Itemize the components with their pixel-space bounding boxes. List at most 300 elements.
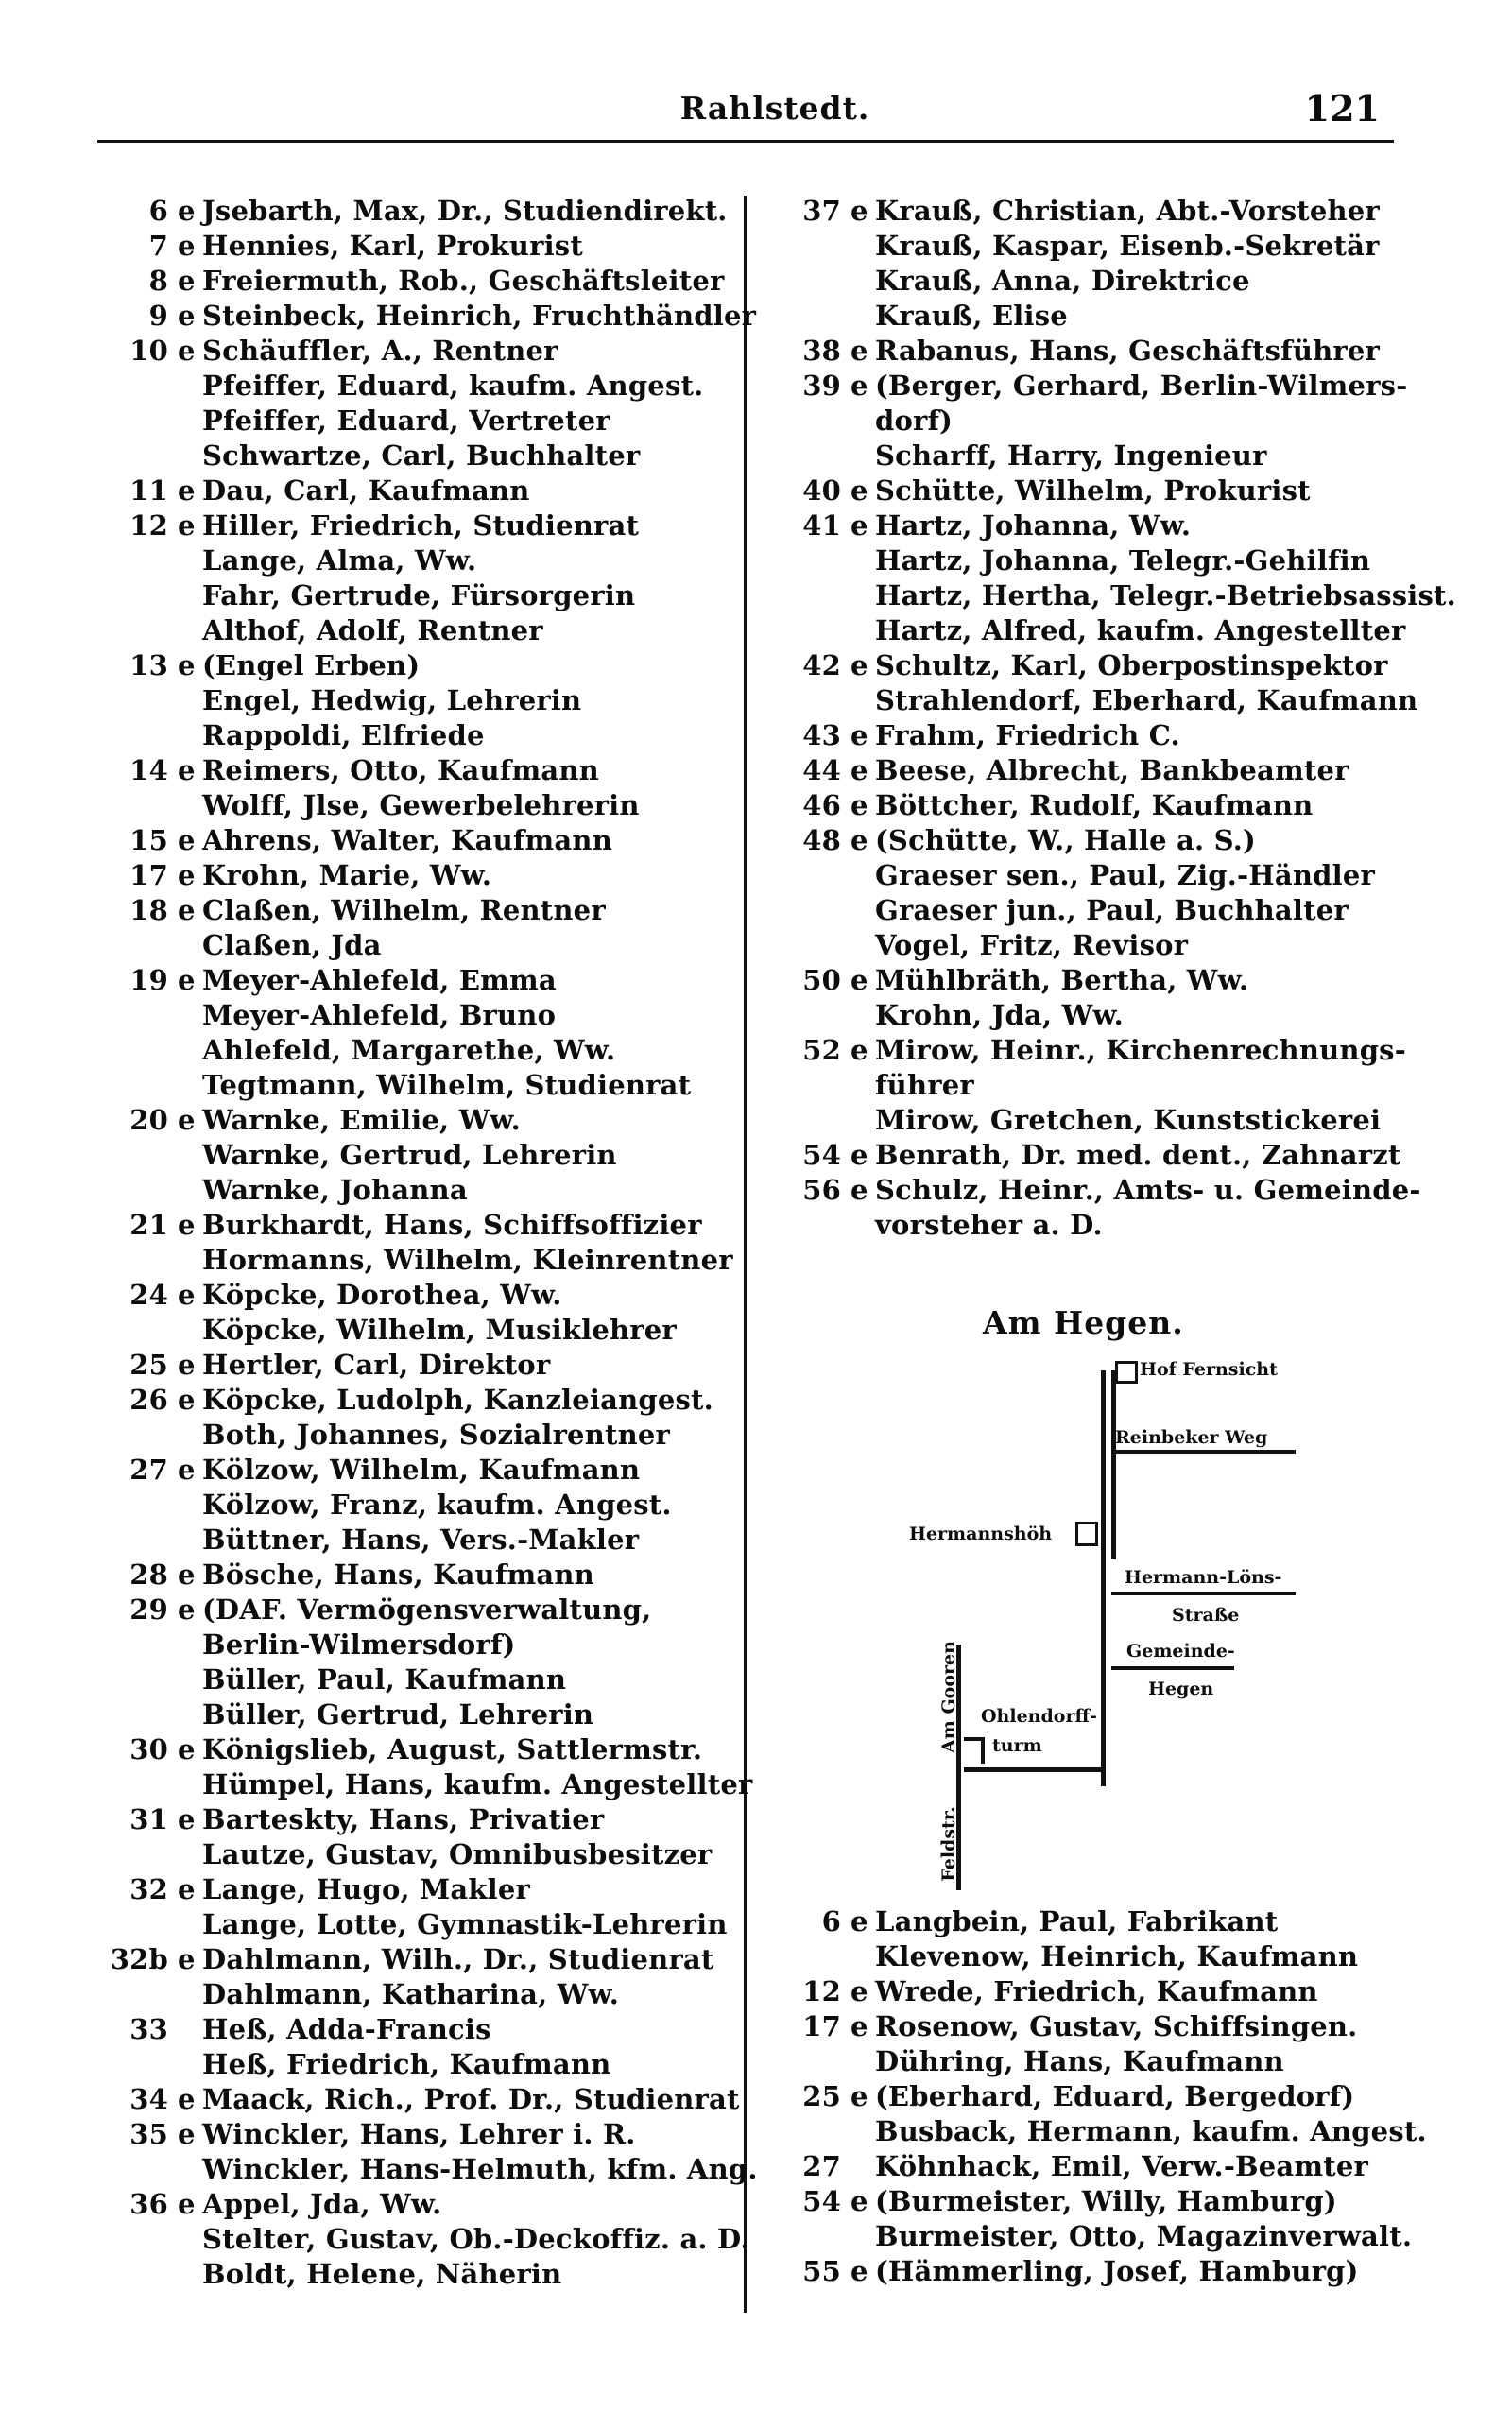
owner-flag: e: [850, 789, 868, 821]
directory-entry: [767, 1208, 1400, 1243]
directory-entry: [94, 1348, 747, 1383]
resident-text: Hartz, Johanna, Telegr.-Gehilfin: [875, 544, 1371, 577]
owner-flag: e: [178, 824, 196, 856]
directory-entry: [767, 753, 1400, 788]
directory-entry: [94, 1313, 747, 1348]
resident-text: (Hämmerling, Josef, Hamburg): [875, 2255, 1359, 2287]
resident-text: Büttner, Hans, Vers.-Makler: [202, 1524, 640, 1556]
house-number: 35: [129, 2118, 168, 2150]
resident-text: Schwartze, Carl, Buchhalter: [202, 439, 641, 472]
owner-flag: e: [178, 1733, 196, 1765]
resident-text: Büller, Gertrud, Lehrerin: [202, 1698, 594, 1731]
owner-flag: e: [850, 370, 868, 402]
resident-text: Königslieb, August, Sattlermstr.: [202, 1733, 703, 1765]
owner-flag: e: [850, 1905, 868, 1937]
directory-entry: [767, 578, 1456, 613]
resident-text: Engel, Hedwig, Lehrerin: [202, 684, 582, 716]
directory-entry: [94, 2117, 747, 2152]
owner-flag: e: [850, 964, 868, 996]
house-number: 27: [129, 1454, 168, 1486]
owner-flag: e: [178, 265, 196, 297]
directory-entry: [94, 1627, 747, 1662]
owner-flag: e: [850, 2185, 868, 2217]
house-number: 12: [129, 509, 168, 542]
house-number: 40: [802, 474, 841, 507]
header-rule: [97, 140, 1394, 143]
directory-entry: [94, 1103, 747, 1138]
resident-text: Ahlefeld, Margarethe, Ww.: [202, 1034, 616, 1066]
house-number: 6: [821, 1905, 841, 1937]
resident-text: Hartz, Johanna, Ww.: [875, 509, 1192, 542]
directory-entry: [94, 963, 747, 998]
map-label-loens-2: Straße: [1172, 1605, 1240, 1626]
resident-text: Barteskty, Hans, Privatier: [202, 1803, 605, 1835]
resident-text: Hümpel, Hans, kaufm. Angestellter: [202, 1768, 753, 1800]
resident-text: Lange, Lotte, Gymnastik-Lehrerin: [202, 1908, 728, 1940]
house-number: 27: [802, 2150, 841, 2182]
house-number: 25: [129, 1349, 168, 1381]
map-road-main-2: [1111, 1370, 1116, 1559]
directory-entry: [767, 1974, 1400, 2009]
house-number: 42: [802, 649, 841, 681]
directory-entry: [94, 1697, 747, 1732]
resident-text: Dahlmann, Wilh., Dr., Studienrat: [202, 1943, 714, 1975]
directory-entry: [94, 1138, 747, 1173]
directory-entry: [94, 1453, 747, 1488]
map-label-hof: Hof Fernsicht: [1140, 1359, 1278, 1380]
resident-text: Graeser sen., Paul, Zig.-Händler: [875, 859, 1375, 891]
owner-flag: e: [178, 964, 196, 996]
resident-text: Stelter, Gustav, Ob.-Deckoffiz. a. D.: [202, 2223, 750, 2255]
map-label-gemeinde-2: Hegen: [1148, 1679, 1214, 1699]
directory-entry: [94, 2152, 758, 2187]
directory-entry: [94, 1278, 747, 1313]
owner-flag: e: [850, 2080, 868, 2112]
owner-flag: e: [178, 1279, 196, 1311]
resident-text: Meyer-Ahlefeld, Bruno: [202, 999, 557, 1031]
directory-entry: [767, 194, 1400, 229]
owner-flag: e: [178, 2083, 196, 2115]
house-number: 17: [802, 2010, 841, 2042]
house-number: 37: [802, 195, 841, 227]
resident-text: Pfeiffer, Eduard, kaufm. Angest.: [202, 370, 704, 402]
street-map: [888, 1352, 1332, 1900]
resident-text: Dau, Carl, Kaufmann: [202, 474, 530, 507]
directory-entry: [94, 1208, 747, 1243]
page-header-title: Rahlstedt.: [679, 90, 870, 127]
map-label-gemeinde-1: Gemeinde-: [1126, 1641, 1235, 1662]
resident-text: Claßen, Wilhelm, Rentner: [202, 894, 606, 926]
resident-text: (Berger, Gerhard, Berlin-Wilmers-: [875, 370, 1408, 402]
directory-entry: [94, 543, 747, 578]
directory-entry: [767, 1904, 1400, 1939]
resident-text: Vogel, Fritz, Revisor: [875, 929, 1189, 961]
resident-text: Graeser jun., Paul, Buchhalter: [875, 894, 1349, 926]
resident-text: Krohn, Jda, Ww.: [875, 999, 1124, 1031]
owner-flag: e: [850, 2255, 868, 2287]
house-number: 15: [129, 824, 168, 856]
directory-entry: [94, 1767, 753, 1802]
directory-entry: [94, 2047, 747, 2082]
resident-text: Warnke, Johanna: [202, 1174, 468, 1206]
directory-entry: [767, 788, 1400, 823]
directory-entry: [94, 194, 747, 229]
resident-text: Reimers, Otto, Kaufmann: [202, 754, 599, 786]
owner-flag: e: [178, 754, 196, 786]
directory-entry: [767, 1138, 1400, 1173]
directory-entry: [94, 1907, 747, 1942]
resident-text: Mühlbräth, Bertha, Ww.: [875, 964, 1249, 996]
owner-flag: e: [850, 2010, 868, 2042]
resident-text: Jsebarth, Max, Dr., Studiendirekt.: [202, 195, 728, 227]
resident-text: Klevenow, Heinrich, Kaufmann: [875, 1940, 1359, 1972]
map-road-loens: [1111, 1592, 1296, 1595]
directory-entry: [94, 2187, 747, 2222]
directory-entry: [767, 823, 1400, 858]
resident-text: Benrath, Dr. med. dent., Zahnarzt: [875, 1139, 1401, 1171]
owner-flag: e: [178, 509, 196, 542]
house-number: 9: [148, 300, 168, 332]
house-number: 12: [802, 1975, 841, 2007]
directory-entry: [767, 229, 1400, 264]
resident-text: Hormanns, Wilhelm, Kleinrentner: [202, 1244, 733, 1276]
directory-entry: [767, 2044, 1400, 2079]
owner-flag: e: [178, 649, 196, 681]
map-building-ohlendorff: [964, 1737, 985, 1764]
resident-text: Bösche, Hans, Kaufmann: [202, 1559, 594, 1591]
resident-text: Heß, Adda-Francis: [202, 2013, 491, 2045]
directory-entry: [94, 1033, 747, 1068]
owner-flag: e: [178, 1943, 196, 1975]
directory-entry: [94, 1558, 747, 1593]
directory-entry: [94, 998, 747, 1033]
directory-entry: [767, 2219, 1413, 2254]
directory-entry: [94, 928, 747, 963]
right-column-top: [767, 194, 1456, 1243]
resident-text: Rosenow, Gustav, Schiffsingen.: [875, 2010, 1358, 2042]
resident-text: Busback, Hermann, kaufm. Angest.: [875, 2115, 1427, 2147]
map-label-loens-1: Hermann-Löns-: [1125, 1567, 1282, 1588]
directory-entry: [94, 1593, 747, 1627]
resident-text: Heß, Friedrich, Kaufmann: [202, 2048, 611, 2080]
directory-entry: [767, 1068, 1400, 1103]
directory-entry: [767, 648, 1400, 683]
directory-entry: [94, 1977, 747, 2012]
directory-entry: [767, 613, 1406, 648]
house-number: 48: [802, 824, 841, 856]
house-number: 10: [129, 335, 168, 367]
directory-entry: [767, 2079, 1400, 2114]
resident-text: Fahr, Gertrude, Fürsorgerin: [202, 579, 636, 611]
directory-entry: [94, 2012, 747, 2047]
directory-entry: [94, 1872, 747, 1907]
resident-text: (Eberhard, Eduard, Bergedorf): [875, 2080, 1355, 2112]
resident-text: Steinbeck, Heinrich, Fruchthändler: [202, 300, 757, 332]
page-number: 121: [1304, 87, 1380, 129]
resident-text: Schütte, Wilhelm, Prokurist: [875, 474, 1311, 507]
resident-text: Strahlendorf, Eberhard, Kaufmann: [875, 684, 1418, 716]
directory-entry: [94, 893, 747, 928]
directory-entry: [94, 858, 747, 893]
directory-entry: [94, 1173, 747, 1208]
directory-entry: [94, 334, 747, 369]
resident-text: Krauß, Kaspar, Eisenb.-Sekretär: [875, 230, 1380, 262]
owner-flag: e: [178, 2118, 196, 2150]
owner-flag: e: [850, 754, 868, 786]
owner-flag: e: [178, 474, 196, 507]
resident-text: Rabanus, Hans, Geschäftsführer: [875, 335, 1381, 367]
owner-flag: e: [850, 1034, 868, 1066]
house-number: 14: [129, 754, 168, 786]
house-number: 7: [148, 230, 168, 262]
resident-text: dorf): [875, 405, 954, 437]
directory-entry: [94, 2222, 750, 2257]
house-number: 8: [148, 265, 168, 297]
house-number: 24: [129, 1279, 168, 1311]
map-label-hermannshoeh: Hermannshöh: [909, 1524, 1053, 1544]
directory-entry: [94, 404, 747, 439]
directory-entry: [767, 1173, 1421, 1208]
resident-text: Hartz, Alfred, kaufm. Angestellter: [875, 614, 1406, 646]
owner-flag: e: [850, 1174, 868, 1206]
resident-text: Köpcke, Dorothea, Ww.: [202, 1279, 562, 1311]
resident-text: Hartz, Hertha, Telegr.-Betriebsassist.: [875, 579, 1456, 611]
resident-text: Hertler, Carl, Direktor: [202, 1349, 551, 1381]
house-number: 41: [802, 509, 841, 542]
resident-text: Burkhardt, Hans, Schiffsoffizier: [202, 1209, 702, 1241]
directory-entry: [767, 928, 1400, 963]
resident-text: Ahrens, Walter, Kaufmann: [202, 824, 612, 856]
map-road-gemeinde: [1111, 1666, 1234, 1670]
owner-flag: e: [178, 1104, 196, 1136]
house-number: 28: [129, 1559, 168, 1591]
directory-entry: [94, 1802, 747, 1837]
directory-entry: [767, 683, 1418, 718]
owner-flag: e: [178, 1454, 196, 1486]
resident-text: Dahlmann, Katharina, Ww.: [202, 1978, 620, 2010]
resident-text: (Burmeister, Willy, Hamburg): [875, 2185, 1337, 2217]
directory-entry: [767, 1033, 1406, 1068]
directory-entry: [767, 543, 1400, 578]
house-number: 30: [129, 1733, 168, 1765]
owner-flag: e: [178, 300, 196, 332]
house-number: 54: [802, 1139, 841, 1171]
house-number: 46: [802, 789, 841, 821]
resident-text: Beese, Albrecht, Bankbeamter: [875, 754, 1349, 786]
owner-flag: e: [178, 1384, 196, 1416]
resident-text: Warnke, Gertrud, Lehrerin: [202, 1139, 617, 1171]
map-title: Am Hegen.: [983, 1304, 1184, 1341]
resident-text: Hennies, Karl, Prokurist: [202, 230, 583, 262]
directory-entry: [767, 2149, 1400, 2184]
directory-entry: [94, 1488, 747, 1523]
resident-text: Winckler, Hans, Lehrer i. R.: [202, 2118, 636, 2150]
owner-flag: e: [850, 1139, 868, 1171]
house-number: 44: [802, 754, 841, 786]
house-number: 52: [802, 1034, 841, 1066]
owner-flag: e: [850, 509, 868, 542]
resident-text: Büller, Paul, Kaufmann: [202, 1663, 567, 1696]
resident-text: Berlin-Wilmersdorf): [202, 1628, 516, 1661]
directory-entry: [767, 404, 1400, 439]
resident-text: Lange, Hugo, Makler: [202, 1873, 531, 1905]
directory-entry: [94, 578, 747, 613]
directory-entry: [94, 299, 757, 334]
owner-flag: e: [850, 335, 868, 367]
directory-entry: [767, 508, 1400, 543]
resident-text: Köpcke, Wilhelm, Musiklehrer: [202, 1314, 677, 1346]
house-number: 26: [129, 1384, 168, 1416]
map-label-am-gooren: Am Gooren: [938, 1641, 959, 1753]
resident-text: Claßen, Jda: [202, 929, 382, 961]
owner-flag: e: [850, 195, 868, 227]
directory-entry: [767, 474, 1400, 508]
resident-text: Burmeister, Otto, Magazinverwalt.: [875, 2220, 1413, 2252]
directory-entry: [94, 788, 747, 823]
directory-entry: [94, 823, 747, 858]
resident-text: Lange, Alma, Ww.: [202, 544, 477, 577]
map-label-feldstr: Feldstr.: [938, 1806, 959, 1882]
house-number: 54: [802, 2185, 841, 2217]
house-number: 39: [802, 370, 841, 402]
directory-entry: [94, 1383, 747, 1418]
house-number: 17: [129, 859, 168, 891]
directory-entry: [94, 229, 747, 264]
resident-text: Schäuffler, A., Rentner: [202, 335, 558, 367]
house-number: 34: [129, 2083, 168, 2115]
resident-text: Wrede, Friedrich, Kaufmann: [875, 1975, 1318, 2007]
resident-text: Schulz, Heinr., Amts- u. Gemeinde-: [875, 1174, 1421, 1206]
directory-entry: [767, 1103, 1400, 1138]
house-number: 43: [802, 719, 841, 751]
owner-flag: e: [178, 1873, 196, 1905]
resident-text: Both, Johannes, Sozialrentner: [202, 1419, 671, 1451]
resident-text: Boldt, Helene, Näherin: [202, 2258, 562, 2290]
directory-entry: [94, 753, 747, 788]
resident-text: Tegtmann, Wilhelm, Studienrat: [202, 1069, 692, 1101]
resident-text: Rappoldi, Elfriede: [202, 719, 485, 751]
directory-entry: [767, 893, 1400, 928]
house-number: 32: [129, 1873, 168, 1905]
house-number: 25: [802, 2080, 841, 2112]
directory-entry: [767, 718, 1400, 753]
owner-flag: e: [178, 2188, 196, 2220]
resident-text: Pfeiffer, Eduard, Vertreter: [202, 405, 610, 437]
owner-flag: e: [178, 1209, 196, 1241]
directory-entry: [94, 2257, 747, 2292]
directory-entry: [767, 998, 1400, 1033]
directory-entry: [767, 334, 1400, 369]
house-number: 31: [129, 1803, 168, 1835]
directory-entry: [94, 1523, 747, 1558]
resident-text: (Engel Erben): [202, 649, 421, 681]
resident-text: Mirow, Heinr., Kirchenrechnungs-: [875, 1034, 1406, 1066]
directory-entry: [94, 508, 747, 543]
directory-entry: [767, 299, 1400, 334]
resident-text: Langbein, Paul, Fabrikant: [875, 1905, 1279, 1937]
directory-entry: [94, 1732, 747, 1767]
directory-entry: [94, 369, 747, 404]
resident-text: Scharff, Harry, Ingenieur: [875, 439, 1267, 472]
directory-entry: [94, 1068, 747, 1103]
directory-entry: [94, 718, 747, 753]
house-number: 36: [129, 2188, 168, 2220]
directory-entry: [767, 369, 1408, 404]
resident-text: Krauß, Elise: [875, 300, 1068, 332]
house-number: 38: [802, 335, 841, 367]
resident-text: Wolff, Jlse, Gewerbelehrerin: [202, 789, 640, 821]
house-number: 18: [129, 894, 168, 926]
map-label-ohlendorff-2: turm: [992, 1735, 1042, 1756]
owner-flag: e: [850, 719, 868, 751]
house-number: 56: [802, 1174, 841, 1206]
directory-entry: [94, 439, 747, 474]
house-number: 20: [129, 1104, 168, 1136]
directory-entry: [767, 963, 1400, 998]
resident-text: Lautze, Gustav, Omnibusbesitzer: [202, 1838, 713, 1870]
directory-entry: [767, 2184, 1400, 2219]
resident-text: Freiermuth, Rob., Geschäftsleiter: [202, 265, 725, 297]
directory-entry: [94, 1662, 747, 1697]
directory-entry: [767, 2009, 1400, 2044]
owner-flag: e: [178, 195, 196, 227]
house-number: 33: [129, 2013, 168, 2045]
resident-text: vorsteher a. D.: [875, 1209, 1103, 1241]
owner-flag: e: [850, 824, 868, 856]
resident-text: Hiller, Friedrich, Studienrat: [202, 509, 640, 542]
map-building-hermannshoeh: [1075, 1522, 1098, 1546]
house-number: 29: [129, 1593, 168, 1626]
owner-flag: e: [178, 1349, 196, 1381]
resident-text: Krohn, Marie, Ww.: [202, 859, 492, 891]
resident-text: Köhnhack, Emil, Verw.-Beamter: [875, 2150, 1369, 2182]
directory-entry: [94, 683, 747, 718]
directory-entry: [94, 1837, 747, 1872]
directory-entry: [94, 474, 747, 508]
resident-text: Dühring, Hans, Kaufmann: [875, 2045, 1284, 2077]
resident-text: Mirow, Gretchen, Kunststickerei: [875, 1104, 1382, 1136]
directory-entry: [94, 1418, 747, 1453]
house-number: 6: [148, 195, 168, 227]
resident-text: Krauß, Christian, Abt.-Vorsteher: [875, 195, 1380, 227]
left-column: [94, 194, 758, 2292]
directory-entry: [94, 1243, 747, 1278]
map-road-main: [1101, 1370, 1106, 1786]
directory-entry: [767, 439, 1400, 474]
owner-flag: e: [850, 474, 868, 507]
map-label-ohlendorff-1: Ohlendorff-: [981, 1706, 1097, 1727]
house-number: 21: [129, 1209, 168, 1241]
resident-text: Althof, Adolf, Rentner: [202, 614, 543, 646]
resident-text: Maack, Rich., Prof. Dr., Studienrat: [202, 2083, 740, 2115]
directory-entry: [767, 2254, 1400, 2289]
directory-entry: [94, 1942, 747, 1977]
resident-text: Krauß, Anna, Direktrice: [875, 265, 1250, 297]
directory-entry: [94, 648, 747, 683]
map-building-hof: [1115, 1361, 1138, 1384]
resident-text: Böttcher, Rudolf, Kaufmann: [875, 789, 1314, 821]
owner-flag: e: [850, 649, 868, 681]
owner-flag: e: [178, 859, 196, 891]
resident-text: Schultz, Karl, Oberpostinspektor: [875, 649, 1388, 681]
resident-text: Köpcke, Ludolph, Kanzleiangest.: [202, 1384, 713, 1416]
owner-flag: e: [178, 1593, 196, 1626]
directory-entry: [94, 2082, 747, 2117]
house-number: 19: [129, 964, 168, 996]
resident-text: Appel, Jda, Ww.: [202, 2188, 442, 2220]
resident-text: (Schütte, W., Halle a. S.): [875, 824, 1256, 856]
directory-entry: [767, 2114, 1427, 2149]
